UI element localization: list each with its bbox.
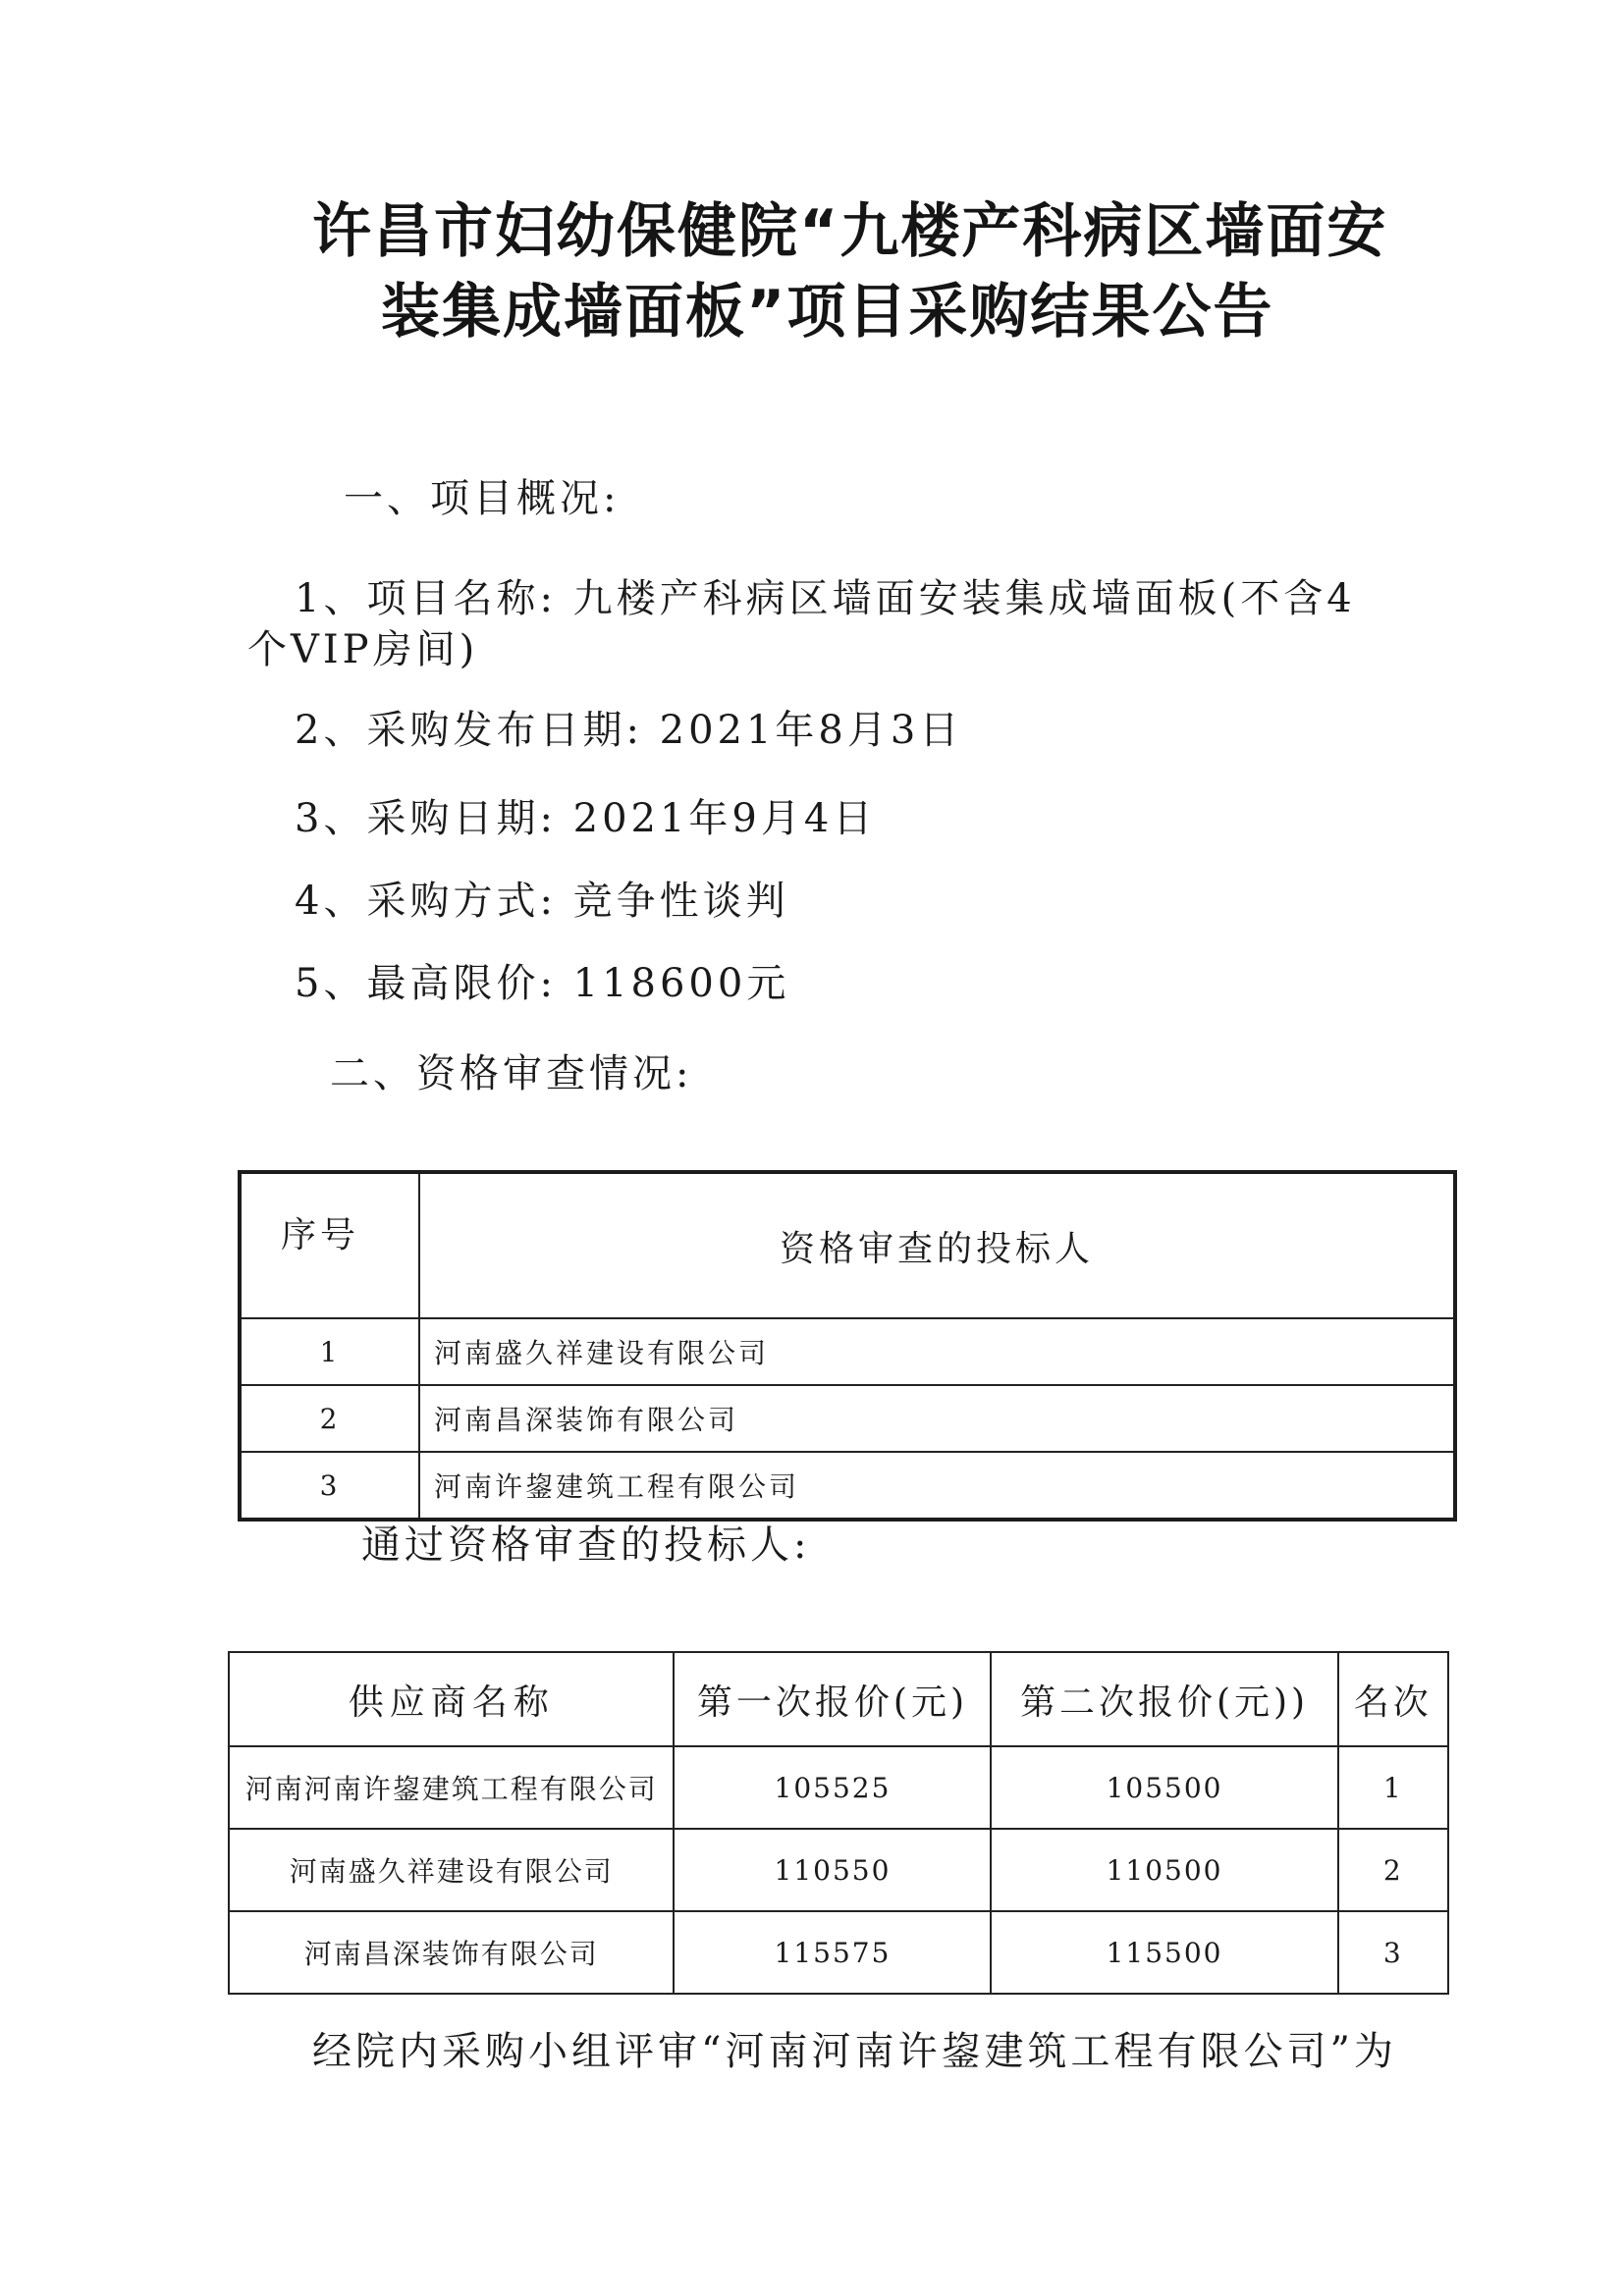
qualification-table	[238, 1170, 1457, 1522]
project-name-line-2: 个VIP房间)	[247, 627, 479, 672]
table-row	[229, 1911, 1448, 1994]
row-second-quote: 110500	[991, 1829, 1337, 1911]
header-second-quote: 第二次报价(元))	[991, 1652, 1337, 1746]
project-name-line-1: 1、项目名称: 九楼产科病区墙面安装集成墙面板(不含4	[295, 576, 1356, 621]
table-row	[229, 1829, 1448, 1911]
row-second-quote: 105500	[991, 1746, 1337, 1829]
table-row	[240, 1318, 1455, 1385]
header-index: 序号	[240, 1172, 419, 1318]
row-index: 1	[240, 1318, 419, 1385]
row-supplier: 河南盛久祥建设有限公司	[229, 1829, 674, 1911]
procurement-date: 3、采购日期: 2021年9月4日	[295, 796, 877, 841]
row-rank: 2	[1338, 1829, 1448, 1911]
row-supplier: 河南昌深装饰有限公司	[229, 1911, 674, 1994]
document-title-line-1: 许昌市妇幼保健院“九楼产科病区墙面安	[312, 197, 1388, 266]
row-supplier: 河南河南许鋆建筑工程有限公司	[229, 1746, 674, 1829]
table-row	[240, 1452, 1455, 1520]
table-header-row	[240, 1172, 1455, 1318]
header-bidder: 资格审查的投标人	[419, 1172, 1455, 1318]
table-header-row	[229, 1652, 1448, 1746]
publish-date: 2、采购发布日期: 2021年8月3日	[295, 708, 963, 753]
quotation-table	[228, 1651, 1449, 1995]
conclusion-line: 经院内采购小组评审“河南河南许鋆建筑工程有限公司”为	[312, 2029, 1397, 2074]
row-bidder: 河南许鋆建筑工程有限公司	[419, 1452, 1455, 1520]
row-index: 2	[240, 1385, 419, 1452]
row-second-quote: 115500	[991, 1911, 1337, 1994]
header-rank: 名次	[1338, 1652, 1448, 1746]
table-row	[229, 1746, 1448, 1829]
document-title-line-2: 装集成墙面板”项目采购结果公告	[381, 278, 1274, 347]
row-bidder: 河南昌深装饰有限公司	[419, 1385, 1455, 1452]
section-heading-qualification: 二、资格审查情况:	[330, 1051, 693, 1096]
header-first-quote: 第一次报价(元)	[674, 1652, 991, 1746]
passed-bidders-label: 通过资格审查的投标人:	[361, 1522, 811, 1568]
header-supplier: 供应商名称	[229, 1652, 674, 1746]
row-first-quote: 110550	[674, 1829, 991, 1911]
procurement-method: 4、采购方式: 竞争性谈判	[295, 879, 789, 924]
row-first-quote: 105525	[674, 1746, 991, 1829]
table-row	[240, 1385, 1455, 1452]
max-price: 5、最高限价: 118600元	[295, 961, 790, 1006]
section-heading-project-overview: 一、项目概况:	[344, 476, 621, 521]
row-rank: 3	[1338, 1911, 1448, 1994]
row-bidder: 河南盛久祥建设有限公司	[419, 1318, 1455, 1385]
row-first-quote: 115575	[674, 1911, 991, 1994]
row-rank: 1	[1338, 1746, 1448, 1829]
row-index: 3	[240, 1452, 419, 1520]
